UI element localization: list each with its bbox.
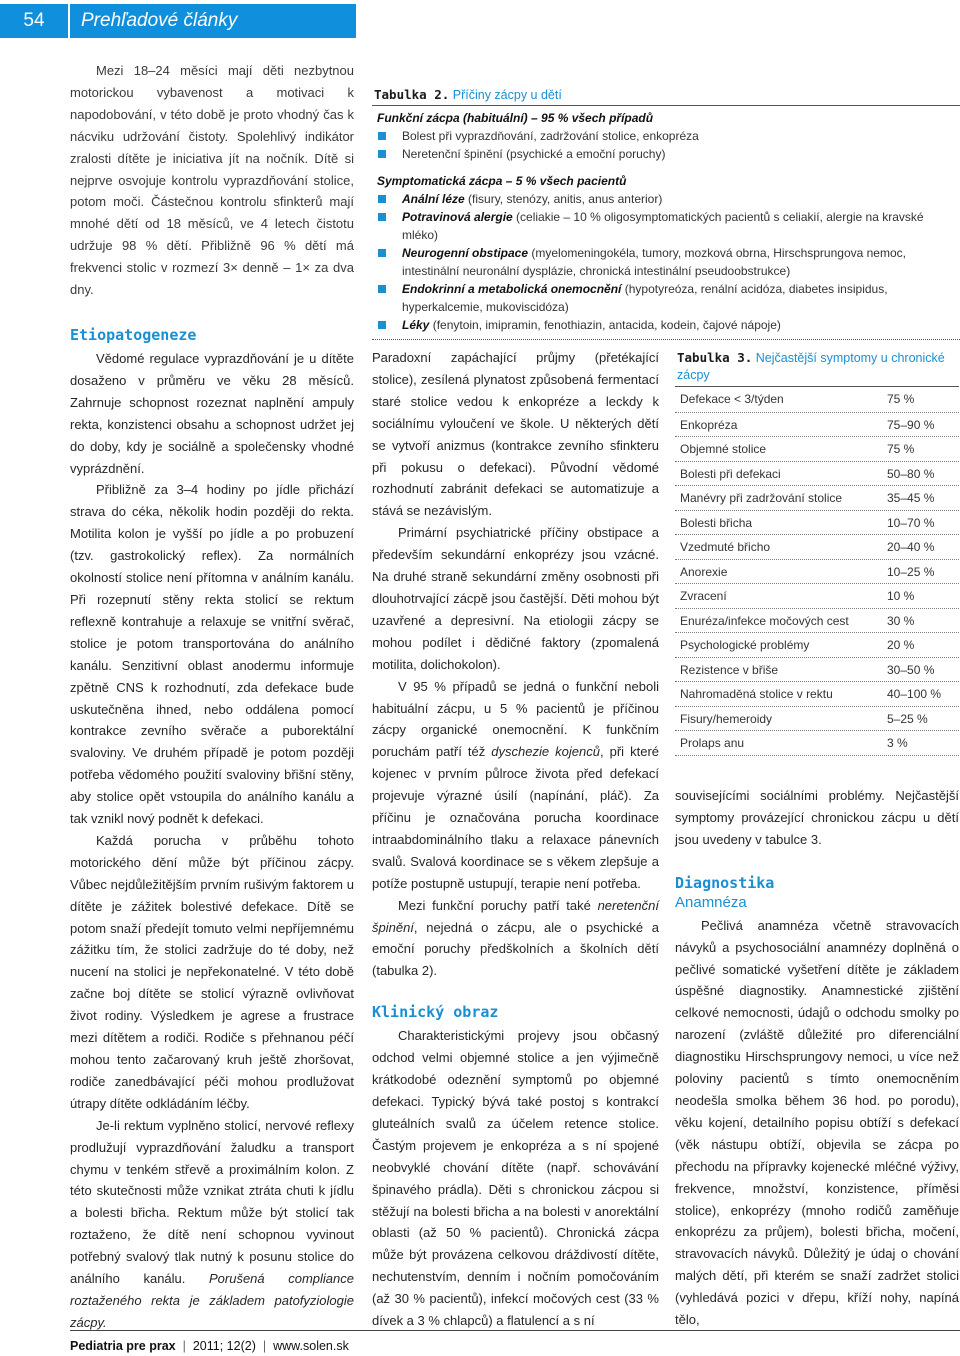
percentage-cell: 10–25 %	[887, 564, 935, 579]
table-2-list-item	[372, 127, 960, 145]
table-2-group-2-list	[372, 190, 960, 334]
symptom-cell: Psychologické problémy	[680, 638, 810, 652]
symptom-cell: Rezistence v břiše	[680, 662, 779, 677]
symptom-cell: Objemné stolice	[680, 442, 767, 456]
table-3	[675, 349, 959, 756]
symptom-cell: Vzedmuté břicho	[680, 540, 771, 554]
table-row	[675, 534, 959, 559]
paragraph-italic: neretenční špinění	[372, 897, 659, 935]
paragraph	[372, 895, 659, 983]
table-row	[675, 583, 959, 608]
symptom-cell: Bolesti při defekaci	[680, 466, 781, 481]
subheading-anamneza: Anamnéza	[675, 893, 747, 911]
paragraph: Paradoxní zapáchající průjmy (přetékající stolice), zesílená plynatost způsobená fermentací staré stolice vedou k enkopréze a leckdy k sociálnímu vyloučení ve škole. U některých dětí se vytvoří anizmus (kontrakce zevního sfinkteru při pokusu o defekaci). Původní vědomé rozhodnutí zabránit defekaci se automatizuje a stává se nezávislým.	[372, 350, 659, 519]
percentage-cell: 40–100 %	[887, 687, 942, 701]
table-row	[675, 436, 959, 461]
bullet-icon	[378, 213, 386, 221]
footer-website[interactable]: www.solen.sk	[273, 1339, 349, 1353]
table-row	[675, 730, 959, 755]
table-2-item-desc: (celiakie – 10 % oligosymptomatických pacientů s celiakií, alergie na kravské mléko)	[402, 210, 924, 242]
table-2-list-item	[372, 280, 960, 316]
table-2-group-heading: Symptomatická zácpa – 5 % všech pacientů	[377, 174, 627, 188]
column-3	[675, 785, 959, 1331]
symptom-cell: Manévry při zadržování stolice	[680, 491, 843, 505]
symptom-cell: Fisury/hemeroidy	[680, 711, 773, 726]
table-2-list-item	[372, 316, 960, 334]
table-row	[675, 559, 959, 584]
section-title: Prehľadové články	[70, 4, 356, 38]
column-1	[70, 60, 354, 301]
percentage-cell: 75 %	[887, 442, 915, 456]
table-3-label: Tabulka 3.	[677, 350, 753, 365]
bullet-icon	[378, 132, 386, 140]
table-2-item-term: Endokrinní a metabolická onemocnění	[402, 282, 622, 296]
table-row	[675, 461, 959, 486]
bullet-icon	[378, 249, 386, 257]
paragraph	[372, 676, 659, 895]
paragraph	[70, 1115, 354, 1334]
table-row	[675, 706, 959, 731]
percentage-cell: 30–50 %	[887, 662, 935, 677]
table-row	[675, 510, 959, 535]
paragraph-italic: Porušená compliance roztaženého rekta je základem patofyziologie zácpy.	[70, 1271, 354, 1330]
percentage-cell: 50–80 %	[887, 466, 935, 481]
footer-issue: 2011; 12(2)	[192, 1339, 256, 1353]
paragraph-text: , nejedná o zácpu, ale o psychické a emoční poruchy předškolních a školních dětí (tabulka 2).	[372, 919, 659, 979]
heading-klinicky-obraz: Klinický obraz	[372, 1003, 499, 1022]
table-2-item-term: Anální léze	[402, 192, 465, 206]
table-row	[675, 485, 959, 510]
table-2-item-text: Neretenční špinění (psychické a emoční poruchy)	[402, 147, 666, 161]
table-row	[675, 412, 959, 437]
table-2-list-item	[372, 244, 960, 280]
percentage-cell: 35–45 %	[887, 491, 935, 505]
table-2-item-desc: (fenytoin, imipramin, fenothiazin, antacida, kodein, čajové nápoje)	[429, 318, 781, 332]
table-2-item-desc: (myelomeningokéla, tumory, mozková obrna, Hirschsprungova nemoc, intestinální neuronální dysplázie, chronická intestinální pseudoobstrukce)	[402, 246, 906, 278]
page-number: 54	[0, 4, 68, 38]
table-2-list-item	[372, 190, 960, 208]
percentage-cell: 75 %	[887, 392, 915, 406]
footer: Pediatria pre prax | 2011; 12(2) | www.solen.sk	[70, 1330, 960, 1356]
percentage-cell: 10–70 %	[887, 515, 935, 530]
intro-paragraph: Mezi 18–24 měsíci mají děti nezbytnou motorickou vybavenost a motivaci k napodobování, v této době je proto vhodný čas k nácviku udržování čistoty. Spolehlivý indikátor zralosti dítěte je iniciativa jít na nočník. Dítě si nejprve osvojuje kontrolu vyprazdňování stolice, potom moči. Částečnou kontrolu sfinkterů mají mnohé dětí od 18 měsíců, ve 4 letech čistotu udržuje 98 % dětí. Přibližně 96 % dětí má frekvenci stolic v rozmezí 3× denně – 1× za dva dny.	[70, 63, 354, 298]
table-2-list-item	[372, 145, 960, 163]
footer-journal: Pediatria pre prax	[70, 1339, 176, 1353]
heading-etiopatogeneze: Etiopatogeneze	[70, 326, 197, 344]
symptom-cell: Enkopréza	[680, 417, 738, 432]
paragraph: Vědomé regulace vyprazdňování je u dítěte dosaženo v průměru ve věku 28 měsíců. Zahrnuje schopnost rozeznat naplnění ampuly rekta, konzistenci obsahu a schopnost udržet jej do doby, kdy je sociálně a společensky vhodné vyprázdnění.	[70, 351, 354, 476]
paragraph: Každá porucha v průběhu tohoto motorického dění může být příčinou zácpy. Vůbec nejdůležitějším prvním rušivým faktorem u dítěte je zážitek bolestivé defekace. Dítě se potom snaží předejít tomuto velmi nepříjemnému zážitku tím, že stolici zadržuje do té doby, než nucení na stolici je nepřekonatelné. V této době začne boj dítěte se stolicí výrazně ovlivňovat život rodiny. Výsledkem je agrese a frustrace mezi dítětem a rodiči. Rodiče s přehnanou péčí mohou tento začarovaný kruh ještě zhoršovat, rodiče zanedbávající péči mohou prodlužovat útrapy dítěte odkládáním léčby.	[70, 832, 354, 1111]
paragraph: souvisejícími sociálními problémy. Nejčastější symptomy provázející chronickou zácpu u dětí jsou uvedeny v tabulce 3.	[675, 788, 959, 847]
table-row	[675, 681, 959, 706]
symptom-cell: Enuréza/infekce močových cest	[680, 613, 849, 628]
symptom-cell: Defekace < 3/týden	[680, 392, 784, 406]
table-2-item-term: Neurogenní obstipace	[402, 246, 529, 260]
table-3-rows	[675, 387, 959, 755]
table-2-label: Tabulka 2.	[374, 87, 450, 102]
table-2-item-desc: (hypotyreóza, renální acidóza, diabetes insipidus, hyperkalcemie, mukoviscidóza)	[402, 282, 888, 314]
paragraph-italic: dyschezie kojenců	[491, 744, 600, 760]
paragraph: Charakteristickými projevy jsou občasný odchod velmi objemné stolice a jen výjimečně krátkodobé odeznění symptomů po objemné defekaci. Typický bývá také postoj s kontrakcí gluteálních svalů za účelem retence stolice. Častým projevem je enkopréza a s ní spojené neobvyklé chování dítěte (např. schovávání špinavého prádla). Děti s chronickou zácpou si stěžují na bolesti břicha a na bolesti v anorektální oblasti (až 50 % pacientů). Chronická zácpa může být provázena celkovou dráždivostí dítěte, nechutenstvím, denním i nočním pomočováním (až 30 % pacientů), infekcí močových cest (33 % dívek a 3 % chlapců) a flatulencí a s ní	[372, 1028, 659, 1329]
percentage-cell: 20–40 %	[887, 540, 935, 554]
table-2-item-term: Potravinová alergie	[402, 210, 513, 224]
table-2-list-item	[372, 208, 960, 244]
table-2-item-term: Léky	[402, 318, 430, 332]
percentage-cell: 10 %	[887, 589, 915, 603]
table-2-item-desc: (fisury, stenózy, anitis, anus anterior)	[464, 192, 663, 206]
table-3-title: Nejčastější symptomy u chronické zácpy	[677, 351, 945, 382]
bullet-icon	[378, 321, 386, 329]
table-row	[675, 387, 959, 412]
table-row	[675, 657, 959, 682]
table-3-caption	[675, 349, 959, 384]
symptom-cell: Bolesti břicha	[680, 515, 753, 530]
column-2	[372, 347, 659, 1332]
paragraph-text: V 95 % případů se jedná o funkční neboli habituální zácpu, u 5 % pacientů je příčinou zácpy organické onemocnění. K funkčním poruchám patří též	[372, 678, 659, 760]
symptom-cell: Anorexie	[680, 564, 728, 579]
paragraph: Primární psychiatrické příčiny obstipace a především sekundární enkoprézy jsou vzácné. Na druhé straně sekundární změny osobnosti při dlouhotrvající zácpě jsou častější. Děti mohou být uzavřené a depresivní. Na etiologii zácpy se mohou podílet i dědičné faktory (zpomalená motilita, dolichokolon).	[372, 525, 659, 672]
percentage-cell: 3 %	[887, 736, 908, 750]
paragraph: Přibližně za 3–4 hodiny po jídle přichází strava do céka, několik hodin později do rekta. Motilita kolon je vyšší po jídle a po probuzení (tzv. gastrokolický reflex). Za normálních okolností stolice není přítomna v análním kanálu. Při rozepnutí stěny rekta stolicí se rektum reflexně kontrahuje a relaxuje se vnitřní svěrač, stolice je potom transportována do análního kanálu. Senzitivní oblast anodermu informuje zpětně CNS k rozhodnutí, zda defekace bude uskutečněna ihned, nebo oddálena pomocí kontrakce zevního svěrače a puborektální svaloviny. Ve druhém případě je potom později potřeba vědomého použití svaloviny břišní stěny, aby stolice opět vstoupila do análního kanálu a tak vznikl nový podnět k defekaci.	[70, 482, 354, 827]
bullet-icon	[378, 285, 386, 293]
bullet-icon	[378, 195, 386, 203]
paragraph-text: Mezi funkční poruchy patří také	[398, 897, 598, 913]
paragraph-text: , při které kojenec v prvním půlroce života před defekací projevuje výrazné úsilí (napínání, pláč). Za příčinu je označována porucha koordinace intraabdominálního tlaku a relaxace pánevních svalů. Svalová koordinace se s věkem zlepšuje a potíže postupně ustupují, terapie není potřeba.	[372, 744, 660, 891]
table-row	[675, 632, 959, 657]
table-2-caption	[372, 86, 960, 104]
percentage-cell: 75–90 %	[887, 417, 935, 432]
table-2-group-heading: Funkční zácpa (habituální) – 95 % všech případů	[377, 111, 654, 125]
paragraph-text: Je-li rektum vyplněno stolicí, nervové reflexy prodlužují vyprazdňování žaludku a transport chymu v tenkém střevě a proximálním kolon. Z této skutečnosti může vznikat ztráta chuti k jídlu a bolesti břicha. Rektum může být stolicí tak roztaženo, že dítě není schopnou vyvinout potřebný svalový tlak nutný k posunu stolice do análního kanálu.	[70, 1117, 354, 1287]
symptom-cell: Zvracení	[680, 589, 727, 603]
percentage-cell: 5–25 %	[887, 711, 928, 726]
table-2	[372, 86, 960, 340]
table-2-item-text: Bolest při vyprazdňování, zadržování stolice, enkopréza	[402, 129, 699, 143]
table-2-group-1-list	[372, 127, 960, 163]
paragraph: Pečlivá anamnéza včetně stravovacích návyků a psychosociální anamnézy doplněná o pečlivé somatické vyšetření dítěte je základem úspěšné diagnostiky. Anamnestické zjištění celkové nemocnosti, údajů o odchodu smolky po narození (zvláště důležité pro diferenciální diagnostiku Hirschsprungovy nemoci, u více než poloviny pacientů s tímto onemocněním neodešla smolka během 36 hod. po porodu), věku kojení, detailního popisu obtíží s defekací (věk nástupu obtíží, objevila se zácpa po přechodu na přípravky kojenecké mléčné výživy, frekvence, množství, konzistence, příměsi stolice), enkoprézy (mnoho rodičů zaměňuje enkoprézu za průjem), bolesti břicha, močení, stravovacích návyků. Důležitý je údaj o chování malých dětí, při kterém se snaží zadržet stolici (vyhledává pozici v dřepu, kříží nohy, napíná tělo,	[675, 917, 959, 1328]
percentage-cell: 30 %	[887, 613, 915, 628]
symptom-cell: Prolaps anu	[680, 736, 745, 750]
table-2-title: Příčiny zácpy u dětí	[452, 88, 562, 102]
bullet-icon	[378, 150, 386, 158]
table-row	[675, 608, 959, 633]
symptom-cell: Nahromaděná stolice v rektu	[680, 687, 833, 701]
heading-diagnostika: Diagnostika	[675, 873, 775, 892]
column-1-body	[70, 325, 354, 1334]
percentage-cell: 20 %	[887, 638, 915, 652]
